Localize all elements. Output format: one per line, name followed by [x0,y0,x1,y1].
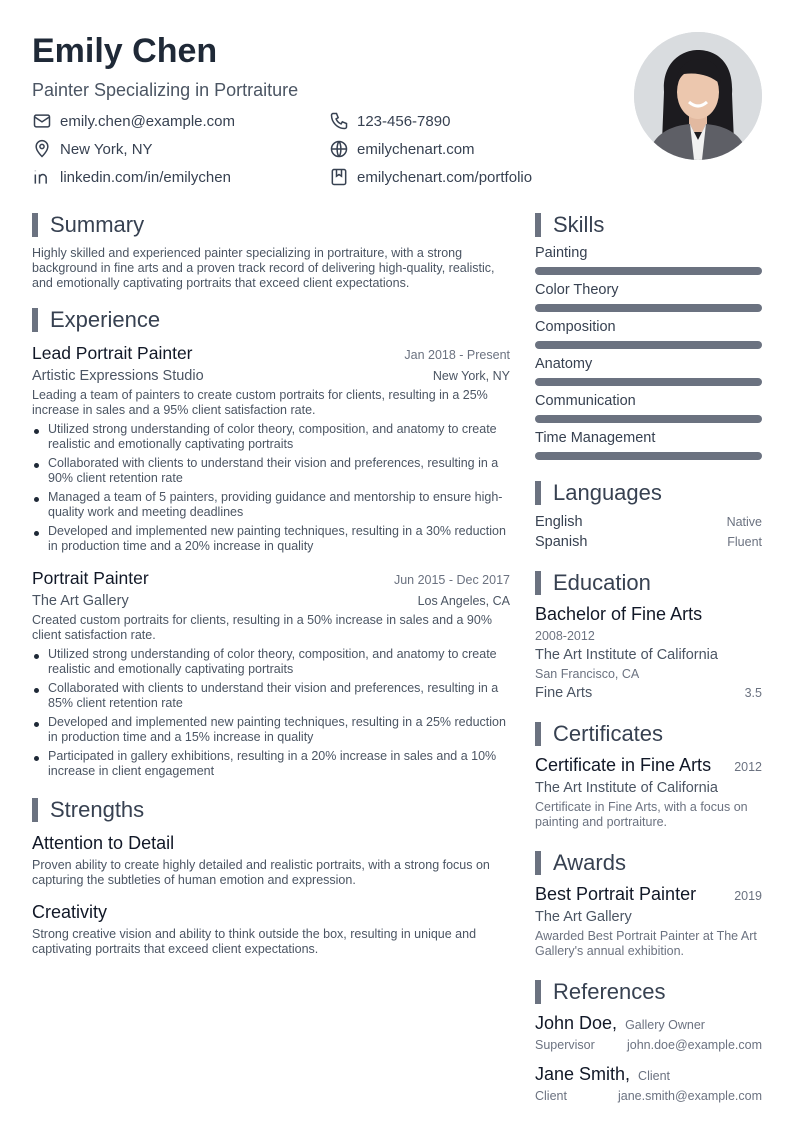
section-accent-bar [32,308,38,332]
list-item: Managed a team of 5 painters, providing guidance and mentorship to ensure high-quality work and meeting deadlines [32,490,510,520]
website-text: emilychenart.com [357,140,475,158]
main-column [32,212,510,957]
education-field: Fine Arts [535,685,593,701]
list-item: Utilized strong understanding of color theory, composition, and anatomy to create realistic and emotionally captivating portraits [32,647,510,677]
skill-item [535,429,762,460]
strength-title: Attention to Detail [32,833,175,853]
skill-name: Color Theory [535,282,619,298]
education-school: The Art Institute of California [535,647,718,663]
job-entry [32,343,510,554]
job-date: Jun 2015 - Dec 2017 [393,573,510,587]
resume-header [32,30,612,188]
section-accent-bar [535,571,541,595]
candidate-title: Painter Specializing in Portraiture [32,80,299,100]
strength-description: Proven ability to create highly detailed and realistic portraits, with a strong focus on capturing the subtleties of human emotion and expression. [32,858,490,887]
language-name: Spanish [535,534,588,550]
candidate-name: Emily Chen [32,32,218,70]
section-accent-bar [535,722,541,746]
contact-portfolio[interactable] [329,166,619,188]
language-level: Native [726,515,762,529]
skill-level-bar [535,415,762,423]
job-location: New York, NY [432,369,510,383]
skill-item [535,392,762,423]
skill-item [535,355,762,386]
section-accent-bar [535,980,541,1004]
award-row [535,884,762,905]
skill-level-bar [535,378,762,386]
contact-linkedin[interactable] [32,166,329,188]
languages-heading: Languages [535,480,762,506]
skill-name: Time Management [535,430,656,446]
skill-level-bar [535,267,762,275]
contact-list [32,110,612,188]
reference-name: Jane Smith, [535,1064,631,1084]
language-item [535,514,762,530]
reference-item [535,1064,762,1103]
job-company: Artistic Expressions Studio [32,368,204,384]
map-pin-icon [32,139,52,159]
skill-level-bar [535,304,762,312]
portfolio-text: emilychenart.com/portfolio [357,168,533,186]
phone-icon [329,111,349,131]
certificate-issuer: The Art Institute of California [535,780,718,796]
job-bullets [32,647,510,779]
job-title: Portrait Painter [32,568,149,588]
mail-icon [32,111,52,131]
education-degree: Bachelor of Fine Arts [535,604,703,624]
reference-name: John Doe, [535,1013,618,1033]
language-item [535,534,762,550]
job-location: Los Angeles, CA [417,594,510,608]
email-text: emily.chen@example.com [60,112,236,130]
location-text: New York, NY [60,140,153,158]
section-accent-bar [535,213,541,237]
contact-location [32,138,329,160]
experience-heading: Experience [32,307,510,333]
phone-text: 123-456-7890 [357,112,451,130]
reference-email[interactable]: john.doe@example.com [627,1038,762,1052]
references-heading: References [535,979,762,1005]
certificates-heading: Certificates [535,721,762,747]
avatar [634,32,762,160]
reference-item [535,1013,762,1052]
strength-description: Strong creative vision and ability to think outside the box, resulting in unique and captivating portraits that exceed client expectations. [32,927,477,956]
job-description: Created custom portraits for clients, resulting in a 50% increase in sales and a 90% client satisfaction rate. [32,613,492,642]
contact-phone[interactable] [329,110,619,132]
awards-heading: Awards [535,850,762,876]
reference-role: Client [638,1069,671,1083]
language-level: Fluent [727,535,762,549]
language-name: English [535,514,583,530]
list-item: Utilized strong understanding of color theory, composition, and anatomy to create realistic and emotionally captivating portraits [32,422,510,452]
contact-website[interactable] [329,138,619,160]
reference-relation: Client [535,1089,567,1103]
summary-heading: Summary [32,212,510,238]
list-item: Collaborated with clients to understand their vision and preferences, resulting in a 85% client retention rate [32,681,510,711]
skill-item [535,244,762,275]
education-gpa: 3.5 [744,686,762,700]
education-field-row [535,685,762,701]
job-bullets [32,422,510,554]
linkedin-icon [32,167,52,187]
section-accent-bar [32,798,38,822]
skill-name: Painting [535,245,588,261]
reference-role: Gallery Owner [625,1018,705,1032]
skills-heading: Skills [535,212,762,238]
job-company: The Art Gallery [32,593,129,609]
award-year: 2019 [734,889,762,903]
skill-item [535,318,762,349]
job-description: Leading a team of painters to create custom portraits for clients, resulting in a 25% increase in sales and a 95% client satisfaction rate. [32,388,488,417]
strength-title: Creativity [32,902,108,922]
education-years: 2008-2012 [535,629,595,643]
certificate-name: Certificate in Fine Arts [535,755,712,775]
list-item: Developed and implemented new painting techniques, resulting in a 30% reduction in production time and a 20% increase in quality [32,524,510,554]
skill-level-bar [535,452,762,460]
list-item: Participated in gallery exhibitions, resulting in a 20% increase in sales and a 10% increase in client engagement [32,749,510,779]
certificate-row [535,755,762,776]
skills-list [535,244,762,460]
skill-name: Communication [535,393,636,409]
education-location: San Francisco, CA [535,667,640,681]
job-entry [32,568,510,779]
certificate-year: 2012 [734,760,762,774]
job-date: Jan 2018 - Present [404,348,510,362]
reference-email[interactable]: jane.smith@example.com [618,1089,762,1103]
award-description: Awarded Best Portrait Painter at The Art Gallery's annual exhibition. [535,929,757,958]
skill-name: Anatomy [535,356,593,372]
contact-email[interactable] [32,110,329,132]
side-column [535,212,762,1103]
strengths-heading: Strengths [32,797,510,823]
globe-icon [329,139,349,159]
skill-name: Composition [535,319,616,335]
linkedin-text: linkedin.com/in/emilychen [60,168,231,186]
section-accent-bar [535,481,541,505]
education-heading: Education [535,570,762,596]
award-issuer: The Art Gallery [535,909,632,925]
list-item: Collaborated with clients to understand their vision and preferences, resulting in a 90% client retention rate [32,456,510,486]
job-title: Lead Portrait Painter [32,343,193,363]
certificate-description: Certificate in Fine Arts, with a focus on painting and portraiture. [535,800,748,829]
summary-text: Highly skilled and experienced painter specializing in portraiture, with a strong background in fine arts and a proven track record of delivering high-quality, realistic, and emotionally captivating portraits that exceed client expectations. [32,246,495,290]
skill-item [535,281,762,312]
portfolio-icon [329,167,349,187]
section-accent-bar [32,213,38,237]
award-name: Best Portrait Painter [535,884,697,904]
section-accent-bar [535,851,541,875]
list-item: Developed and implemented new painting techniques, resulting in a 25% reduction in production time and a 15% increase in quality [32,715,510,745]
skill-level-bar [535,341,762,349]
reference-relation: Supervisor [535,1038,595,1052]
